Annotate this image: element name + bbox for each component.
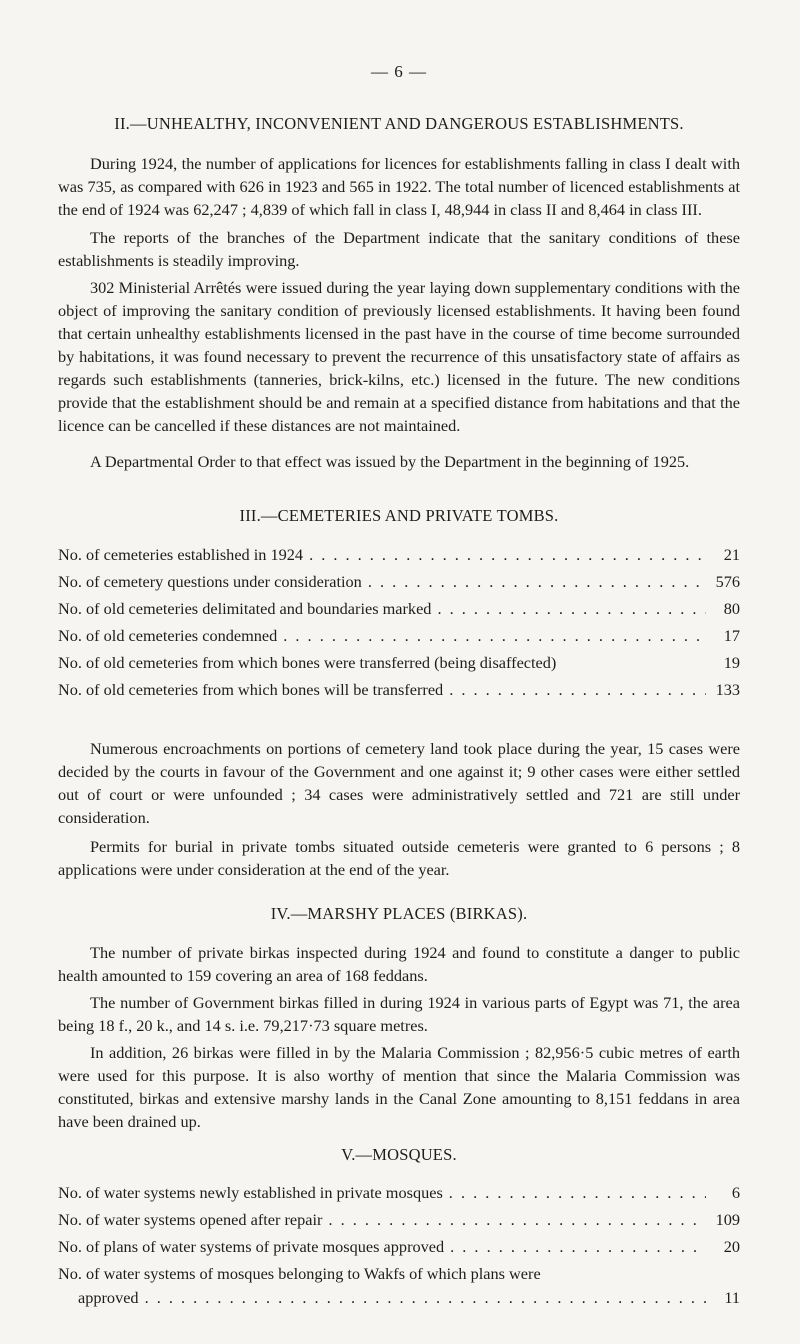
item-value: 576 <box>715 572 740 591</box>
list-item <box>58 1181 740 1208</box>
item-continuation <box>58 1286 740 1310</box>
item-label-continued: approved <box>78 1288 139 1307</box>
paragraph: A Departmental Order to that effect was issued by the Department in the beginning of 1925. <box>90 452 690 471</box>
leader-dots <box>449 678 706 705</box>
item-value: 109 <box>715 1210 740 1229</box>
item-label: No. of cemetery questions under consideration <box>58 572 362 591</box>
item-value: 20 <box>723 1237 740 1256</box>
leader-dots <box>368 570 706 597</box>
leader-dots <box>145 1286 706 1310</box>
section-heading-marshy-places: IV.—MARSHY PLACES (BIRKAS). <box>270 904 528 923</box>
item-label: No. of old cemeteries delimitated and boundaries marked <box>58 599 432 618</box>
leader-dots <box>328 1208 706 1235</box>
leader-dots <box>309 543 706 570</box>
item-label: No. of old cemeteries condemned <box>58 626 278 645</box>
paragraph: In addition, 26 birkas were filled in by the Malaria Commission ; 82,956·5 cubic metres of earth were used for this purpose. It is also worthy of mention that since the Malaria Commission was constituted, birkas and extensive marshy lands in the Canal Zone amounting to 8,151 feddans in area have been drained up. <box>58 1043 740 1131</box>
section-heading-mosques: V.—MOSQUES. <box>341 1145 457 1164</box>
item-label: No. of cemeteries established in 1924 <box>58 545 304 564</box>
item-label: No. of water systems newly established in private mosques <box>58 1183 443 1202</box>
item-value: 21 <box>723 545 740 564</box>
item-value: 19 <box>723 653 740 672</box>
leader-dots <box>449 1181 706 1208</box>
paragraph: The number of private birkas inspected during 1924 and found to constitute a danger to public health amounted to 159 covering an area of 168 feddans. <box>58 943 740 985</box>
mosques-list <box>58 1181 740 1310</box>
section-heading-cemeteries: III.—CEMETERIES AND PRIVATE TOMBS. <box>239 506 559 525</box>
leader-dots <box>283 624 706 651</box>
list-item <box>58 1235 740 1262</box>
page-number: — 6 — <box>371 62 427 81</box>
list-item <box>58 678 740 705</box>
leader-dots <box>450 1235 706 1262</box>
list-item <box>58 624 740 651</box>
item-value: 6 <box>731 1183 740 1202</box>
item-label: No. of old cemeteries from which bones will be transferred <box>58 680 444 699</box>
item-label: No. of water systems opened after repair <box>58 1210 323 1229</box>
item-value: 133 <box>715 680 740 699</box>
list-item <box>58 1208 740 1235</box>
list-item <box>58 597 740 624</box>
document-page <box>58 0 740 1344</box>
paragraph: The reports of the branches of the Department indicate that the sanitary conditions of these establishments is steadily improving. <box>58 228 740 270</box>
paragraph: The number of Government birkas filled in during 1924 in various parts of Egypt was 71, the area being 18 f., 20 k., and 14 s. i.e. 79,217·73 square metres. <box>58 993 740 1035</box>
item-value: 80 <box>723 599 740 618</box>
paragraph: Permits for burial in private tombs situated outside cemeteris were granted to 6 persons ; 8 applications were under consideration at the end of the year. <box>58 837 740 879</box>
list-item <box>58 543 740 570</box>
item-label: No. of old cemeteries from which bones were transferred (being disaffected) <box>58 653 557 672</box>
item-label: No. of plans of water systems of private mosques approved <box>58 1237 445 1256</box>
list-item <box>58 651 740 678</box>
list-item <box>58 570 740 597</box>
paragraph: Numerous encroachments on portions of cemetery land took place during the year, 15 cases were decided by the courts in favour of the Government and one against it; 9 other cases were either settled out of court or were unfounded ; 34 cases were administratively settled and 721 are still under consideration. <box>58 739 740 827</box>
item-value: 17 <box>723 626 740 645</box>
leader-dots <box>437 597 706 624</box>
list-item <box>58 1262 740 1310</box>
paragraph: 302 Ministerial Arrêtés were issued during the year laying down supplementary conditions with the object of improving the sanitary condition of previously licensed establishments. It having been found that certain unhealthy establishments licensed in the past have in the course of time become surrounded by habitations, it was found necessary to prevent the recurrence of this unsatisfactory state of affairs as regards such establishments (tanneries, brick-kilns, etc.) licensed in the future. The new conditions provide that the establishment should be and remain at a specified distance from habitations and that the licence can be cancelled if these distances are not maintained. <box>58 278 740 435</box>
cemeteries-list <box>58 543 740 705</box>
item-value: 11 <box>724 1288 740 1307</box>
paragraph: During 1924, the number of applications for licences for establishments falling in class I dealt with was 735, as compared with 626 in 1923 and 565 in 1922. The total number of licenced establishments at the end of 1924 was 62,247 ; 4,839 of which fall in class I, 48,944 in class II and 8,464 in class III. <box>58 154 740 219</box>
section-heading-establishments: II.—UNHEALTHY, INCONVENIENT AND DANGEROUS ESTABLISHMENTS. <box>114 114 684 133</box>
item-label: No. of water systems of mosques belonging to Wakfs of which plans were <box>58 1264 541 1283</box>
